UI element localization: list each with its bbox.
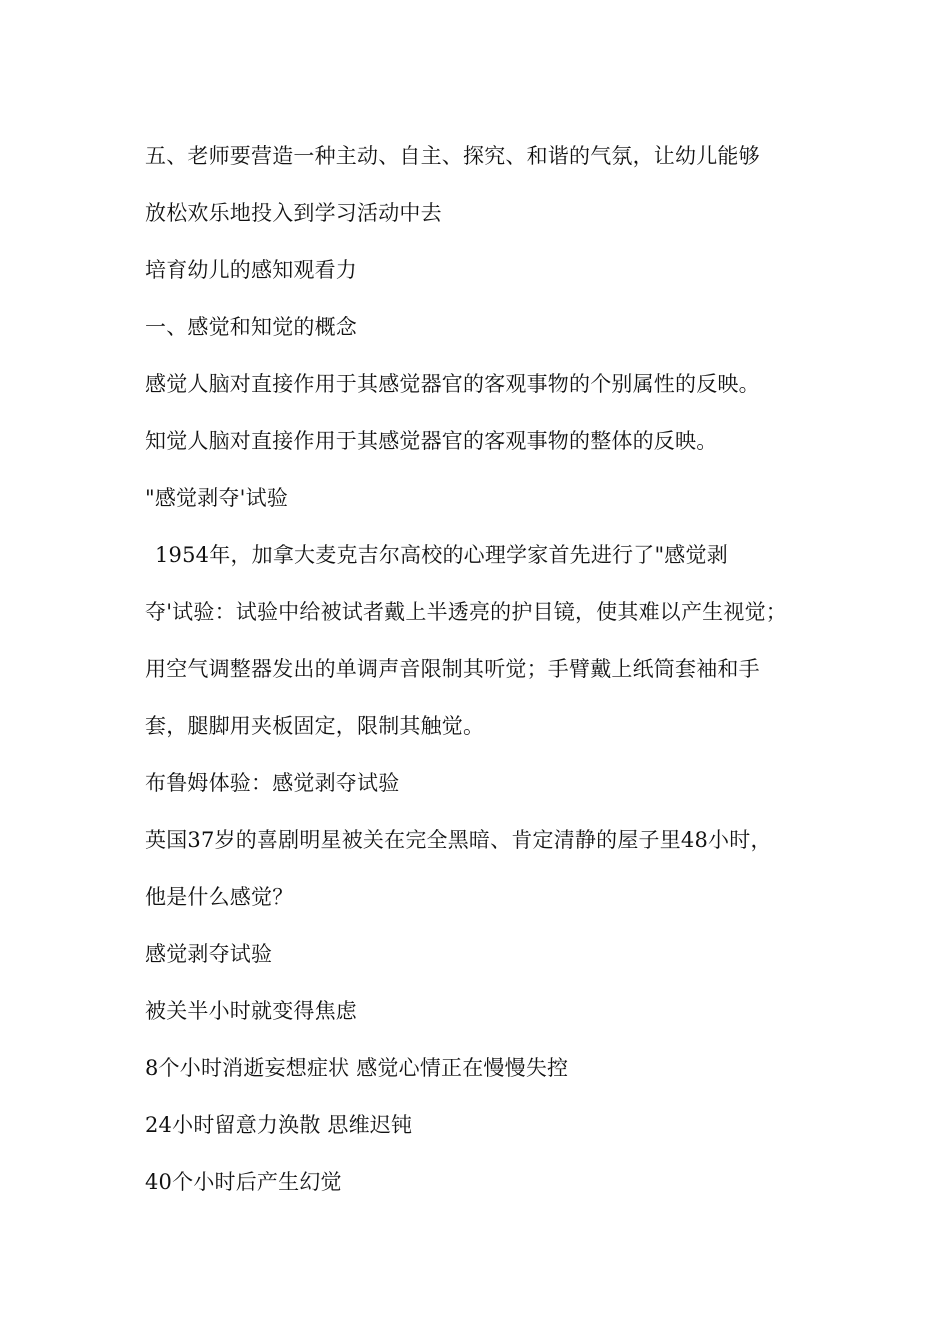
text-line: 40个小时后产生幻觉 bbox=[145, 1170, 342, 1194]
text-line: 1954年，加拿大麦克吉尔高校的心理学家首先进行了"感觉剥 bbox=[155, 543, 728, 567]
text-line: 感觉人脑对直接作用于其感觉器官的客观事物的个别属性的反映。 bbox=[145, 372, 760, 396]
section-heading: 一、感觉和知觉的概念 bbox=[145, 315, 357, 339]
section-heading: "感觉剥夺'试验 bbox=[145, 486, 289, 510]
section-heading: 培育幼儿的感知观看力 bbox=[145, 258, 357, 282]
text-line: 夺'试验：试验中给被试者戴上半透亮的护目镜，使其难以产生视觉； bbox=[145, 600, 787, 624]
text-line: 8个小时消逝妄想症状 感觉心情正在慢慢失控 bbox=[145, 1056, 569, 1080]
section-heading: 布鲁姆体验：感觉剥夺试验 bbox=[145, 771, 400, 795]
text-line: 英国37岁的喜剧明星被关在完全黑暗、肯定清静的屋子里48小时， bbox=[145, 828, 772, 852]
text-line: 知觉人脑对直接作用于其感觉器官的客观事物的整体的反映。 bbox=[145, 429, 718, 453]
document-body bbox=[145, 128, 815, 1211]
text-line: 他是什么感觉？ bbox=[145, 885, 294, 909]
section-heading: 感觉剥夺试验 bbox=[145, 942, 273, 966]
text-line: 五、老师要营造一种主动、自主、探究、和谐的气氛，让幼儿能够 bbox=[145, 144, 760, 168]
text-line: 套，腿脚用夹板固定，限制其触觉。 bbox=[145, 714, 485, 738]
text-line: 用空气调整器发出的单调声音限制其听觉；手臂戴上纸筒套袖和手 bbox=[145, 657, 760, 681]
text-line: 24小时留意力涣散 思维迟钝 bbox=[145, 1113, 413, 1137]
text-line: 被关半小时就变得焦虑 bbox=[145, 999, 357, 1023]
text-line: 放松欢乐地投入到学习活动中去 bbox=[145, 201, 442, 225]
